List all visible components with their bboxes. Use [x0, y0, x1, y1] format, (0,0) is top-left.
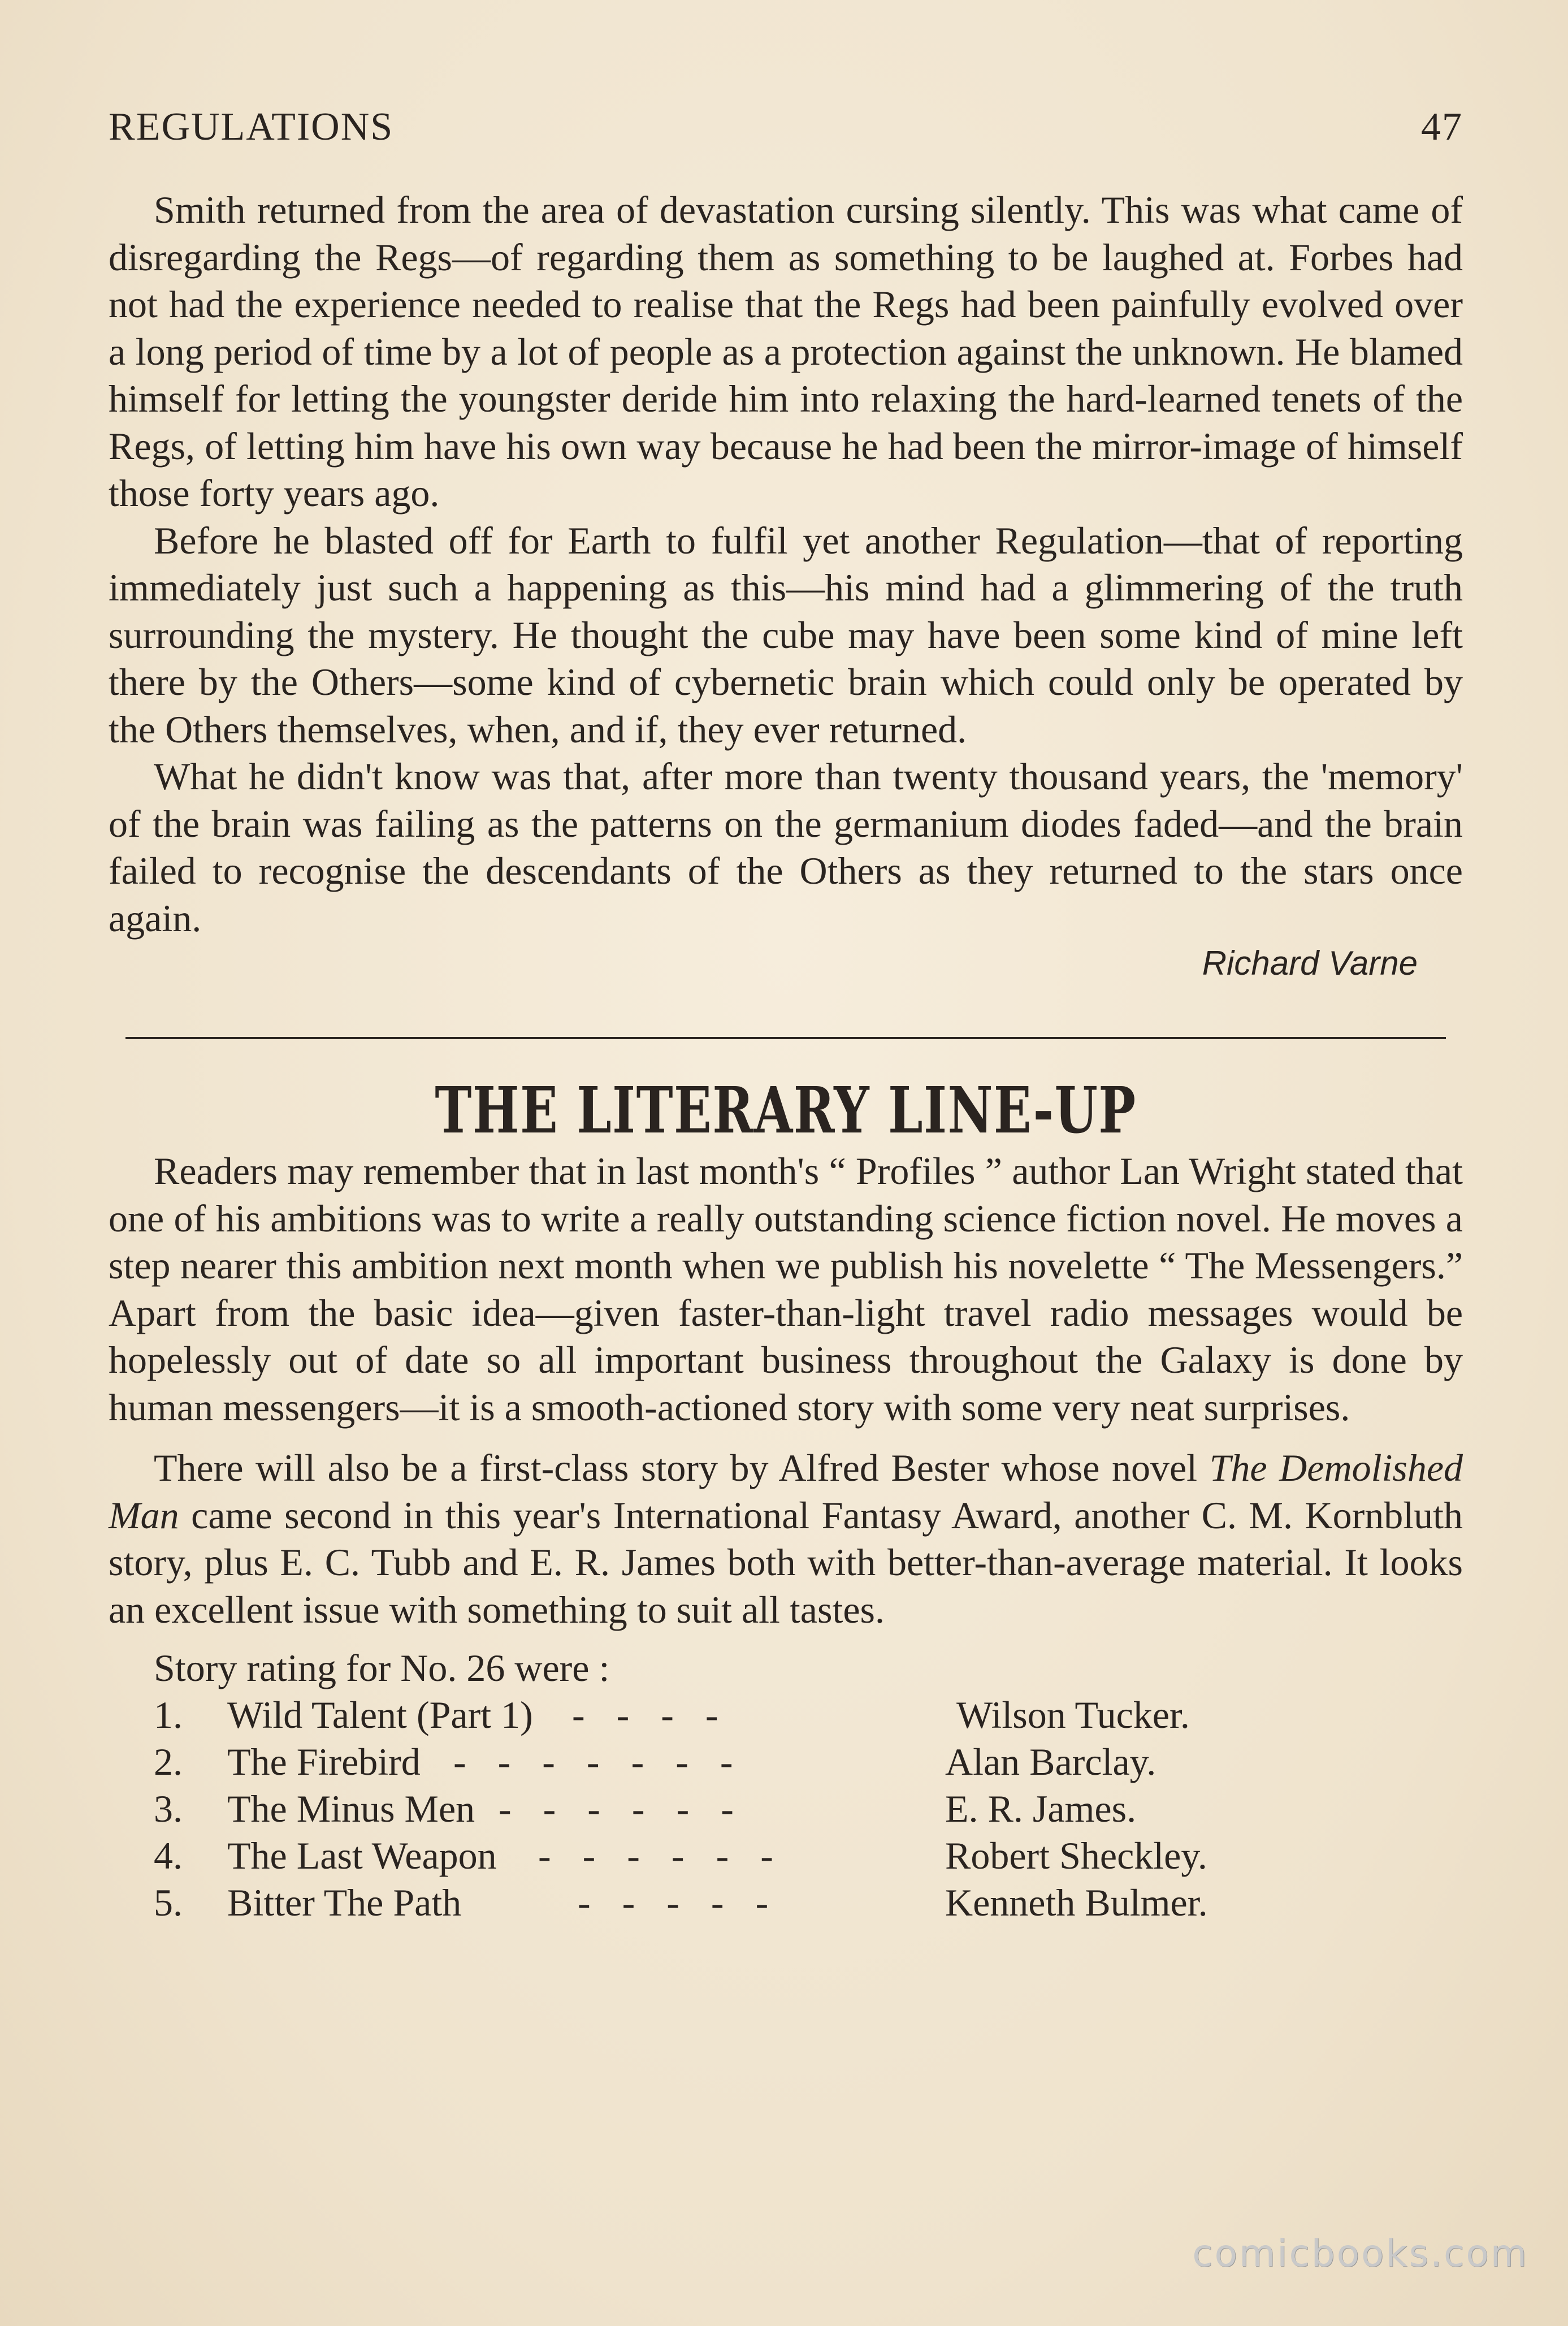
list-item	[109, 1785, 1463, 1832]
paragraph-text: There will also be a first-class story by Alfred Bester whose novel	[154, 1446, 1210, 1489]
section-divider	[125, 1037, 1446, 1039]
leader-dashes: -----	[578, 1881, 800, 1924]
rating-intro: Story rating for No. 26 were :	[154, 1646, 610, 1689]
story-author: Kenneth Bulmer.	[945, 1881, 1208, 1924]
running-title: REGULATIONS	[109, 105, 394, 149]
story-author: Robert Sheckley.	[945, 1834, 1207, 1877]
story-title: Wild Talent (Part 1)	[227, 1693, 533, 1736]
author-signature: Richard Varne	[1202, 944, 1418, 982]
rating-number: 1.	[154, 1693, 183, 1736]
page-header	[109, 99, 1463, 150]
leader-dashes: ----	[572, 1693, 750, 1736]
page-number: 47	[1421, 105, 1463, 149]
story-paragraph: What he didn't know was that, after more than twenty thousand years, the 'memory' of the brain was failing as the patterns on the germanium diodes faded—and the brain failed to recognise the descendants of the Others as they returned to the stars once again.	[109, 755, 1463, 940]
list-item	[109, 1739, 1463, 1785]
story-title: The Last Weapon	[227, 1834, 497, 1877]
section-title: THE LITERARY LINE-UP	[435, 1074, 1137, 1148]
leader-dashes: ------	[538, 1834, 805, 1877]
story-author: Alan Barclay.	[945, 1740, 1156, 1783]
rating-number: 5.	[154, 1881, 183, 1924]
story-ratings-list	[109, 1692, 1463, 1926]
page-content	[109, 187, 1463, 1926]
rating-number: 2.	[154, 1740, 183, 1783]
list-item	[109, 1879, 1463, 1926]
rating-number: 3.	[154, 1787, 183, 1830]
watermark-text: comicbooks.com	[1192, 2232, 1528, 2275]
lineup-paragraph: Readers may remember that in last month's “ Profiles ” author Lan Wright stated that one of his ambitions was to write a really outstanding science fiction novel. He moves a step nearer this ambition next month when we publish his novelette “ The Messengers.” Apart from the basic idea—given faster-than-light travel radio messages would be hopelessly out of date so all important business throughout the Galaxy is done by human messengers—it is a smooth-actioned story with some very neat surprises.	[109, 1149, 1463, 1429]
story-author: E. R. James.	[945, 1787, 1137, 1830]
leader-dashes: ------	[499, 1787, 765, 1830]
story-title: The Firebird	[227, 1740, 421, 1783]
list-item	[109, 1832, 1463, 1879]
leader-dashes: -------	[453, 1740, 765, 1783]
paragraph-text: came second in this year's International Fantasy Award, another C. M. Kornbluth story, plus E. C. Tubb and E. R. James both with better-than-average material. It looks an excellent issue with something to suit all tastes.	[109, 1493, 1463, 1631]
story-author: Wilson Tucker.	[956, 1693, 1190, 1736]
rating-number: 4.	[154, 1834, 183, 1877]
story-title: The Minus Men	[227, 1787, 475, 1830]
list-item	[109, 1692, 1463, 1739]
story-paragraph: Before he blasted off for Earth to fulfil yet another Regulation—that of reporting immediately just such a happening as this—his mind had a glimmering of the truth surrounding the mystery. He thought the cube may have been some kind of mine left there by the Others—some kind of cybernetic brain which could only be operated by the Others themselves, when, and if, they ever returned.	[109, 518, 1463, 751]
story-title: Bitter The Path	[227, 1881, 462, 1924]
book-title: The Demolished Man	[109, 1446, 1463, 1537]
lineup-paragraph	[109, 1445, 1463, 1633]
story-paragraph: Smith returned from the area of devastation cursing silently. This was what came of disregarding the Regs—of regarding them as something to be laughed at. Forbes had not had the experience needed to realise that the Regs had been painfully evolved over a long period of time by a lot of people as a protection against the unknown. He blamed himself for letting the youngster deride him into relaxing the hard-learned tenets of the Regs, of letting him have his own way because he had been the mirror-image of himself those forty years ago.	[109, 188, 1463, 515]
